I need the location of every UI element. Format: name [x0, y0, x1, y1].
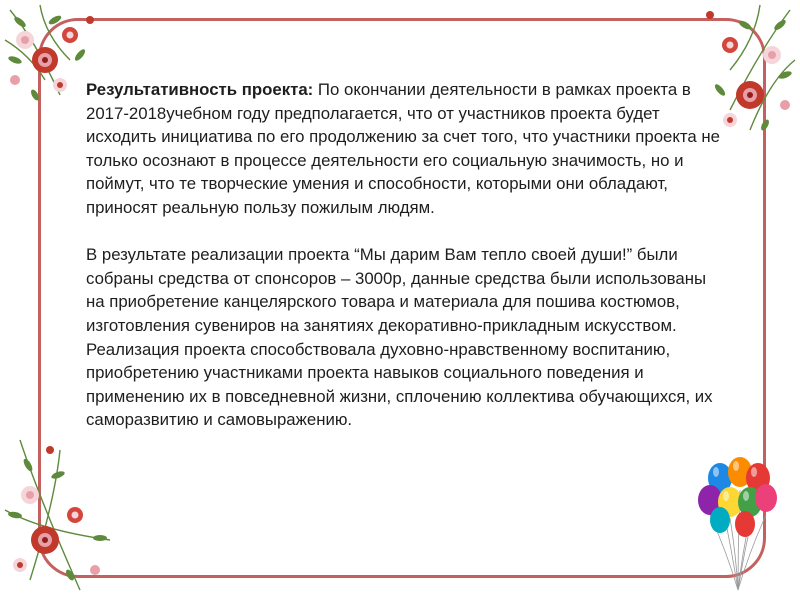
paragraph-body: По окончании деятельности в рамках проекта в 2017-2018учебном году предполагается, что от участников проекта будет исходить инициатива по его продолжению за счет того, что участники проекта не только осознают в процессе деятельности его социальную значимость, но и поймут, что те творческие умения и способности, которыми они обладают, приносят реальную пользу пожилым людям. — [86, 80, 720, 217]
paragraph-results — [86, 78, 726, 220]
paragraph-implementation: В результате реализации проекта “Мы дарим Вам тепло своей души!” были собраны средства от спонсоров – 3000р, данные средства были использованы на приобретение канцелярского товара и материала для пошива костюмов, изготовления сувениров на занятиях декоративно-прикладным искусством. — [86, 245, 707, 335]
slide-text — [86, 78, 726, 432]
paragraph-lead: Результативность проекта: — [86, 80, 314, 99]
paragraph-outcome: Реализация проекта способствовала духовно-нравственному воспитанию, приобретению участниками проекта навыков социального поведения и применению их в повседневной жизни, сплочению коллектива обучающихся, их саморазвитию и самовыражению. — [86, 339, 713, 430]
